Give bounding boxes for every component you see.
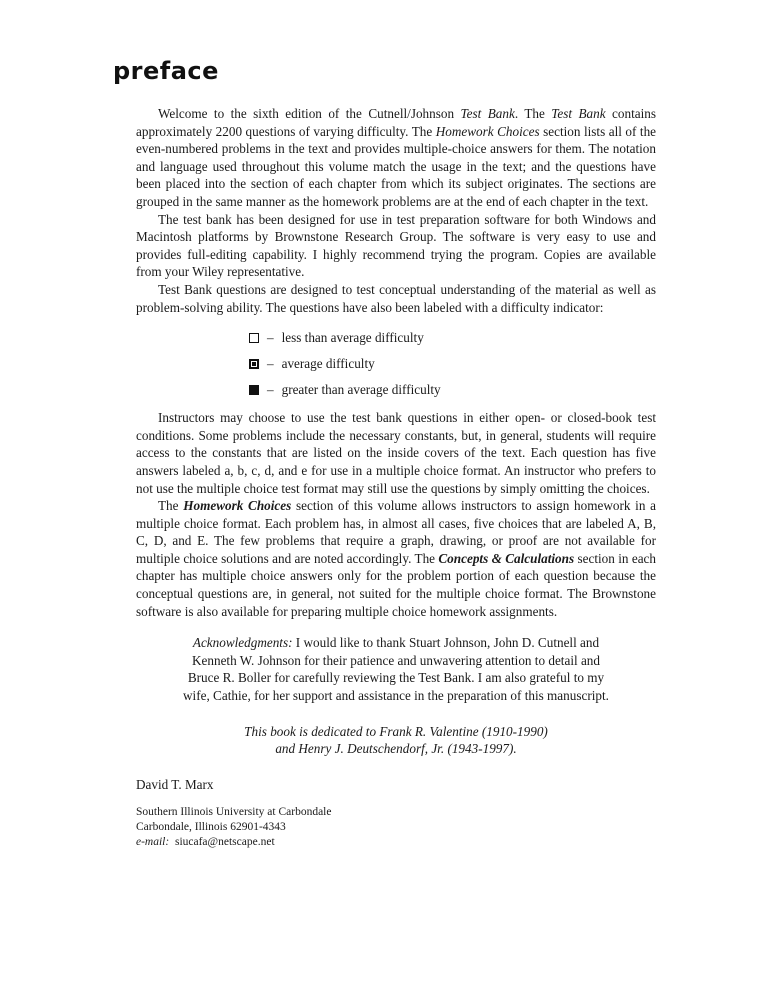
section-name-bold-italic: Concepts & Calculations xyxy=(438,550,575,566)
email-address: siucafa@netscape.net xyxy=(174,836,275,849)
dedication-line: This book is dedicated to Frank R. Valentine (1910-1990) xyxy=(244,723,548,739)
paragraph-software: The test bank has been designed for use in test preparation software for both Windows and Macintosh platforms by Brownstone Research Group. The software is very easy to use and provides full-editing capability. I highly recommend trying the program. Copies are available from your Wiley representative. xyxy=(136,211,656,280)
legend-row-hard xyxy=(249,377,656,403)
text-run: section of this volume allows instructors to assign homework in a multiple choice format. Each problem has, in almost all cases, five choices that are labeled A, B, C, D, and E. The few problems that require a graph, drawing, or proof are not available for multiple choice solutions and are noted accordingly. The xyxy=(136,498,656,566)
paragraph-intro xyxy=(136,105,656,211)
text-run: Welcome to the sixth edition of the Cutnell/Johnson xyxy=(158,106,461,121)
text-run: The xyxy=(158,498,184,514)
dotted-square-icon xyxy=(249,359,259,369)
paragraph-test-conditions: Instructors may choose to use the test bank questions in either open- or closed-book test conditions. Some problems include the necessary constants, but, in general, students will require access to the constants that are listed on the inside covers of the text. Each question has five answers labeled a, b, c, d, and e for use in a multiple choice format. An instructor who prefers to not use the multiple choice test format may still use the questions by simply omitting the choices. xyxy=(136,410,656,496)
text-run: . The xyxy=(514,106,552,121)
page-title: preface xyxy=(113,57,219,85)
legend-label: less than average difficulty xyxy=(281,330,424,346)
author-name: David T. Marx xyxy=(136,776,214,792)
paragraph-difficulty: Test Bank questions are designed to test conceptual understanding of the material as well as problem-solving ability. The questions have also been labeled with a difficulty indicator: xyxy=(136,281,656,315)
ack-line: Kenneth W. Johnson for their patience and unwavering attention to detail and xyxy=(192,652,600,668)
affiliation-line: Carbondale, Illinois 62901-4343 xyxy=(136,821,286,834)
empty-square-icon xyxy=(249,333,259,343)
book-title-italic: Test Bank xyxy=(460,106,515,121)
ack-line: wife, Cathie, for her support and assistance in the preparation of this manuscript. xyxy=(183,688,609,704)
filled-square-icon xyxy=(249,385,259,395)
legend-dash: – xyxy=(267,330,274,346)
email-line xyxy=(136,835,656,850)
section-name-italic: Homework Choices xyxy=(435,123,540,139)
book-title-italic: Test Bank xyxy=(551,106,606,121)
legend-row-easy xyxy=(249,325,656,351)
affiliation-line: Southern Illinois University at Carbondale xyxy=(136,806,332,819)
legend-row-average xyxy=(249,351,656,377)
legend-label: greater than average difficulty xyxy=(281,382,441,398)
preface-body xyxy=(136,105,656,850)
legend-dash: – xyxy=(267,356,274,372)
email-label: e-mail: xyxy=(136,836,170,849)
acknowledgments xyxy=(136,634,656,704)
acknowledgments-label: Acknowledgments: xyxy=(192,635,293,651)
text-run: section in each chapter has multiple choice answers only for the problem portion of each question because the conceptual questions are, in general, not suited for the multiple choice format. The Brownstone software is also available for preparing multiple choice homework assignments. xyxy=(136,550,656,619)
legend-dash: – xyxy=(267,382,274,398)
dedication-line: and Henry J. Deutschendorf, Jr. (1943-1997). xyxy=(275,741,517,757)
author-affiliation xyxy=(136,805,656,850)
ack-line: I would like to thank Stuart Johnson, John D. Cutnell and xyxy=(292,635,600,651)
legend-label: average difficulty xyxy=(281,356,375,372)
section-name-bold-italic: Homework Choices xyxy=(183,498,292,514)
difficulty-legend xyxy=(249,325,656,403)
ack-line: Bruce R. Boller for carefully reviewing the Test Bank. I am also grateful to my xyxy=(187,670,605,686)
paragraph-homework xyxy=(136,497,656,620)
dedication xyxy=(136,723,656,758)
text-run: contains approximately 2200 questions of varying difficulty. The xyxy=(136,106,657,139)
text-run: section lists all of the even-numbered problems in the text and provides multiple-choice answers for them. The notation and language used throughout this volume match the usage in the text; and the questions have been placed into the section of each chapter from which its subject originates. The sections are grouped in the same manner as the homework problems are at the end of each chapter in the text. xyxy=(136,123,657,209)
